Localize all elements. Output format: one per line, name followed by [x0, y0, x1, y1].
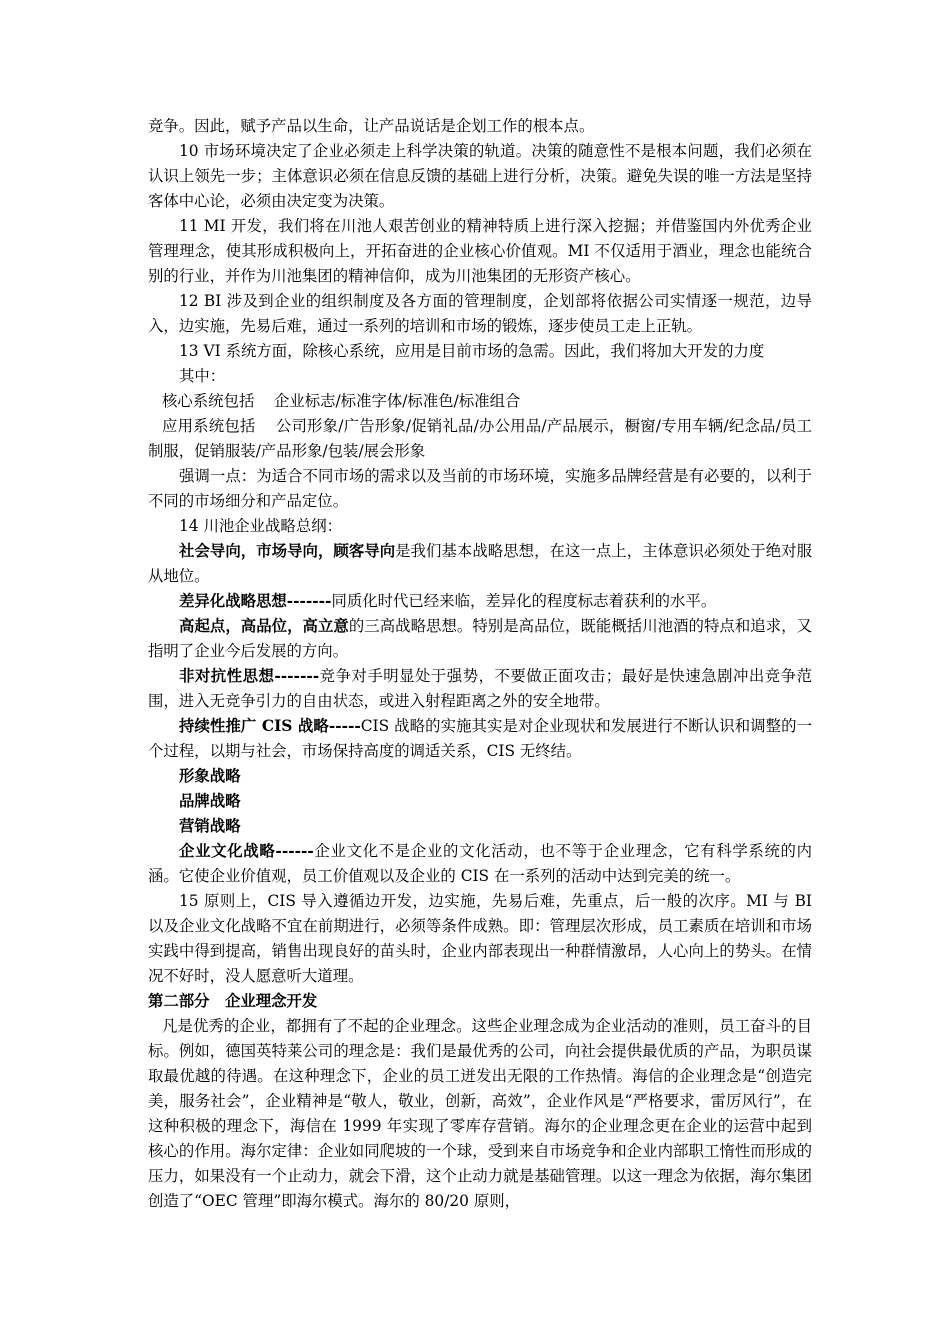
- strategy-culture-text: 企业文化不是企业的文化活动，也不等于企业理念，它有科学系统的内涵。它使企业价值观，员工价值观以及企业的 CIS 在一系列的活动中达到完美的统一。: [148, 842, 812, 885]
- application-system-items: 公司形象/广告形象/促销礼品/办公用品/产品展示，橱窗/专用车辆/纪念品/员工制服，促销服装/产品形象/包装/展会形象: [148, 417, 812, 460]
- paragraph-14: 14 川池企业战略总纲：: [179, 517, 342, 535]
- paragraph-13: 13 VI 系统方面，除核心系统，应用是目前市场的急需。因此，我们将加大开发的力度: [179, 342, 765, 360]
- strategy-three-high: [148, 614, 812, 664]
- paragraph-13-sub: 其中：: [179, 367, 226, 385]
- strategy-orientation: [148, 539, 812, 589]
- section-title: 第二部分 企业理念开发: [148, 992, 318, 1010]
- core-system-label: 核心系统包括: [162, 392, 255, 410]
- document-page: [148, 114, 812, 1214]
- strategy-marketing: 营销战略: [179, 817, 241, 835]
- strategy-differentiation-text: 同质化时代已经来临，差异化的程度标志着获利的水平。: [331, 592, 717, 610]
- strategy-differentiation: [148, 589, 812, 614]
- paragraph-15: 15 原则上，CIS 导入遵循边开发，边实施，先易后难，先重点，后一般的次序。MI 与 BI 以及企业文化战略不宜在前期进行，必须等条件成熟。即：管理层次形成，员工素质在培训和市场实践中得到提高，销售出现良好的苗头时，企业内部表现出一种群情激昂，人心向上的势头。在情况不好时，没人愿意听大道理。: [148, 892, 812, 985]
- emphasis-paragraph: 强调一点：为适合不同市场的需求以及当前的市场环境，实施多品牌经营是有必要的，以利于不同的市场细分和产品定位。: [148, 467, 812, 510]
- application-system-label: 应用系统包括: [162, 417, 256, 435]
- strategy-three-high-text: 的三高战略思想。特别是高品位，既能概括川池酒的特点和追求，又指明了企业今后发展的方向。: [148, 617, 812, 660]
- paragraph-11: 11 MI 开发，我们将在川池人艰苦创业的精神特质上进行深入挖掘；并借鉴国内外优秀企业管理理念，使其形成积极向上，开拓奋进的企业核心价值观。MI 不仅适用于酒业，理念也能统合别的行业，并作为川池集团的精神信仰，成为川池集团的无形资产核心。: [148, 217, 812, 285]
- strategy-cis-text: CIS 战略的实施其实是对企业现状和发展进行不断认识和调整的一个过程，以期与社会，市场保持高度的调适关系，CIS 无终结。: [148, 717, 813, 760]
- strategy-image: 形象战略: [179, 767, 241, 785]
- strategy-culture-bold: 企业文化战略------: [179, 842, 314, 860]
- core-system-items: 企业标志/标准字体/标准色/标准组合: [273, 392, 521, 410]
- core-system-line: [148, 389, 812, 414]
- application-system-line: [148, 414, 812, 464]
- paragraph-intro: 竞争。因此，赋予产品以生命，让产品说话是企划工作的根本点。: [148, 117, 595, 135]
- strategy-cis-bold: 持续性推广 CIS 战略-----: [179, 717, 361, 735]
- strategy-orientation-bold: 社会导向，市场导向，顾客导向: [179, 542, 396, 560]
- strategy-non-confrontation-text: 竞争对手明显处于强势，不要做正面攻击；最好是快速急剧冲出竞争范围，进入无竞争引力的自由状态，或进入射程距离之外的安全地带。: [148, 667, 812, 710]
- strategy-brand: 品牌战略: [179, 792, 241, 810]
- strategy-culture: [148, 839, 812, 889]
- strategy-non-confrontation: [148, 664, 812, 714]
- paragraph-10: 10 市场环境决定了企业必须走上科学决策的轨道。决策的随意性不是根本问题，我们必须在认识上领先一步；主体意识必须在信息反馈的基础上进行分析，决策。避免失误的唯一方法是坚持客体中心论，必须由决定变为决策。: [148, 142, 812, 210]
- strategy-cis: [148, 714, 812, 764]
- strategy-orientation-text: 是我们基本战略思想，在这一点上，主体意识必须处于绝对服从地位。: [148, 542, 812, 585]
- strategy-differentiation-bold: 差异化战略思想-------: [179, 592, 332, 610]
- paragraph-12: 12 BI 涉及到企业的组织制度及各方面的管理制度，企划部将依据公司实情逐一规范，边导入，边实施，先易后难，通过一系列的培训和市场的锻炼，逐步使员工走上正轨。: [148, 292, 812, 335]
- body-paragraph-philosophy: 凡是优秀的企业，都拥有了不起的企业理念。这些企业理念成为企业活动的准则，员工奋斗的目标。例如，德国英特莱公司的理念是：我们是最优秀的公司，向社会提供最优质的产品，为职员谋取最优越的待遇。在这种理念下，企业的员工迸发出无限的工作热情。海信的企业理念是“创造完美，服务社会”，企业精神是“敬人，敬业，创新，高效”，企业作风是“严格要求，雷厉风行”，在这种积极的理念下，海信在 1999 年实现了零库存营销。海尔的企业理念更在企业的运营中起到核心的作用。海尔定律：企业如同爬坡的一个球，受到来自市场竞争和企业内部职工惰性而形成的压力，如果没有一个止动力，就会下滑，这个止动力就是基础管理。以这一理念为依据，海尔集团创造了“OEC 管理”即海尔模式。海尔的 80/20 原则，: [148, 1017, 812, 1210]
- strategy-non-confrontation-bold: 非对抗性思想-------: [179, 667, 320, 685]
- strategy-three-high-bold: 高起点，高品位，高立意: [179, 617, 349, 635]
